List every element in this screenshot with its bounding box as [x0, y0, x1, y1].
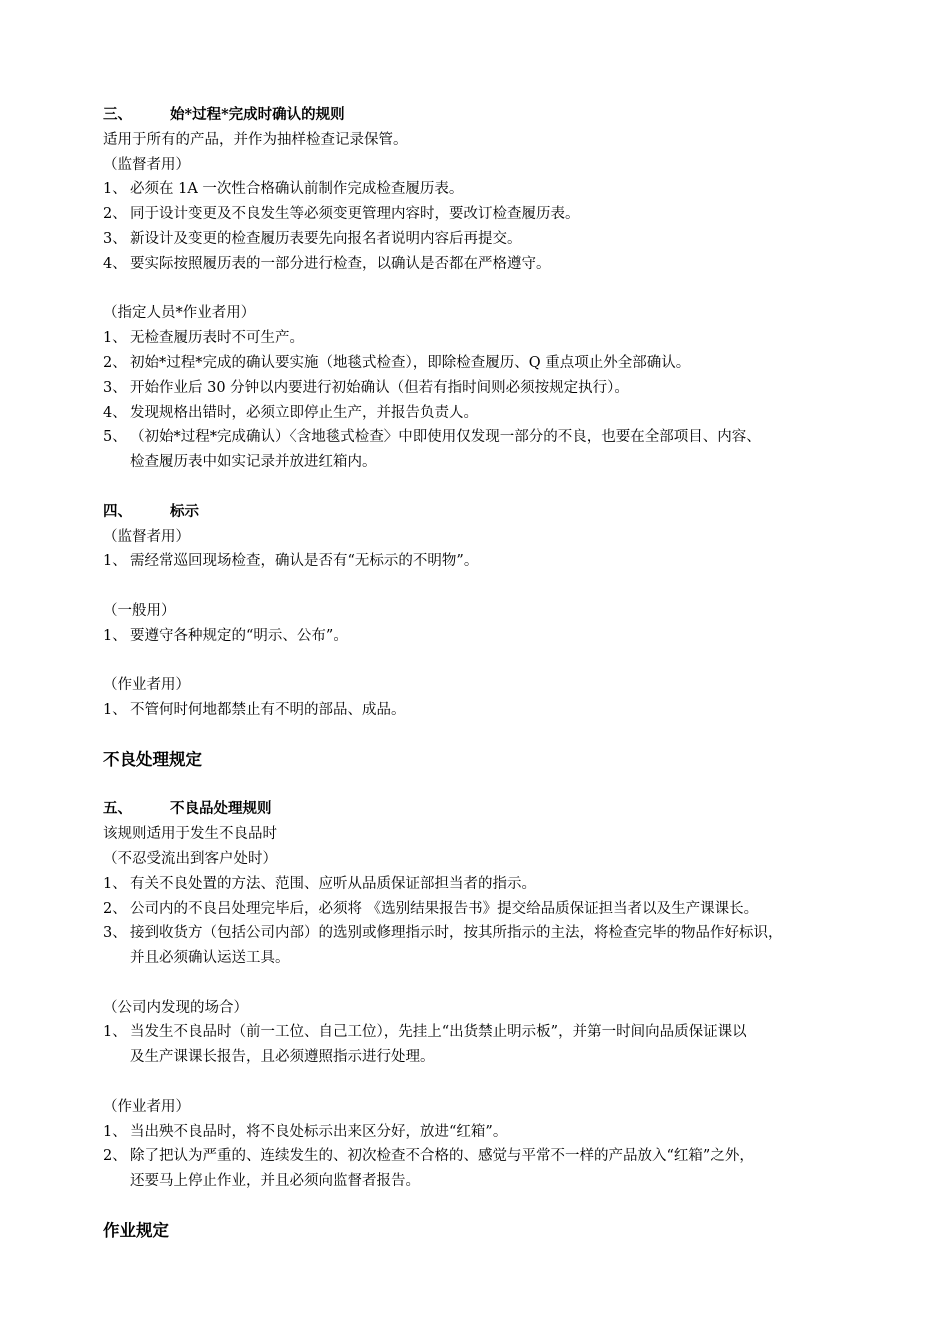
item-number: 3、 [103, 230, 127, 247]
list-item [103, 252, 903, 277]
item-text: 当出殃不良品时，将不良处标示出来区分好，放进“红箱”。 [130, 1123, 508, 1140]
section-intro: 适用于所有的产品，并作为抽样检查记录保管。 [103, 131, 408, 148]
group-label: （公司内发现的场合） [103, 999, 248, 1016]
item-text: 发现规格出错时，必须立即停止生产，并报告负责人。 [130, 404, 478, 421]
item-number: 1、 [103, 181, 127, 198]
item-text: 同于设计变更及不良发生等必须变更管理内容时，要改订检查履历表。 [130, 206, 580, 223]
list-item [103, 227, 903, 252]
item-text: 不管何时何地都禁止有不明的部品、成品。 [130, 702, 406, 719]
list-item [103, 1144, 903, 1169]
group-label: （作业者用） [103, 677, 190, 694]
item-text: 开始作业后 30 分钟以内要进行初始确认（但若有指时间则必须按规定执行）。 [130, 379, 629, 396]
item-text: 无检查履历表时不可生产。 [130, 330, 304, 347]
item-number: 1、 [103, 1123, 127, 1140]
item-number: 1、 [103, 627, 127, 644]
chapter-title-defect: 不良处理规定 [103, 749, 202, 769]
section-title: 标示 [170, 502, 199, 520]
item-number: 3、 [103, 379, 127, 396]
list-item [103, 624, 903, 649]
item-text-continued: 及生产课课长报告，且必须遵照指示进行处理。 [130, 1049, 435, 1066]
item-text: 要实际按照履历表的一部分进行检查，以确认是否都在严格遵守。 [130, 255, 551, 272]
list-item [103, 1020, 903, 1045]
item-text: 必须在 1A 一次性合格确认前制作完成检查履历表。 [130, 181, 464, 198]
list-item [103, 376, 903, 401]
list-item [103, 549, 903, 574]
item-number: 1、 [103, 875, 127, 892]
item-text: 接到收货方（包括公司内部）的选别或修理指示时，按其所指示的主法，将检查完毕的物品作好标识， [130, 925, 783, 942]
group-label: （作业者用） [103, 1098, 190, 1115]
list-item [103, 872, 903, 897]
item-text-continued: 并且必须确认运送工具。 [130, 950, 290, 967]
section-5-heading [103, 797, 903, 822]
document-page [103, 103, 903, 1244]
list-item [103, 326, 903, 351]
section-title: 不良品处理规则 [170, 800, 272, 818]
section-number: 五、 [103, 800, 132, 818]
item-number: 1、 [103, 1024, 127, 1041]
item-number: 1、 [103, 553, 127, 570]
item-number: 4、 [103, 255, 127, 272]
item-number: 3、 [103, 925, 127, 942]
item-number: 4、 [103, 404, 127, 421]
group-label: （指定人员*作业者用） [103, 305, 256, 322]
item-number: 1、 [103, 330, 127, 347]
group-label: （监督者用） [103, 528, 190, 545]
list-item [103, 921, 903, 946]
item-number: 2、 [103, 206, 127, 223]
group-label: （一般用） [103, 602, 176, 619]
list-item [103, 698, 903, 723]
item-text: 除了把认为严重的、连续发生的、初次检查不合格的、感觉与平常不一样的产品放入“红箱”之外， [130, 1148, 754, 1165]
item-text: 当发生不良品时（前一工位、自己工位），先挂上“出货禁止明示板”，并第一时间向品质保证课以 [130, 1024, 747, 1041]
chapter-title-work: 作业规定 [103, 1220, 169, 1240]
item-text: （初始*过程*完成确认）〈含地毯式检查〉中即使用仅发现一部分的不良，也要在全部项目、内容、 [130, 429, 761, 446]
section-number: 三、 [103, 106, 132, 123]
list-item [103, 1120, 903, 1145]
section-3-heading [103, 103, 903, 128]
item-text-continued: 检查履历表中如实记录并放进红箱内。 [130, 454, 377, 471]
group-label: （不忍受流出到客户处时） [103, 850, 277, 867]
list-item [103, 202, 903, 227]
item-text: 新设计及变更的检查履历表要先向报名者说明内容后再提交。 [130, 230, 522, 247]
section-intro: 该规则适用于发生不良品时 [103, 826, 277, 843]
item-text: 要遵守各种规定的“明示、公布”。 [130, 627, 348, 644]
item-number: 5、 [103, 429, 127, 446]
section-4-heading [103, 500, 903, 525]
item-text: 需经常巡回现场检查，确认是否有“无标示的不明物”。 [130, 553, 479, 570]
group-label: （监督者用） [103, 156, 190, 173]
section-title: 始*过程*完成时确认的规则 [170, 106, 345, 123]
list-item [103, 425, 903, 450]
item-text: 公司内的不良吕处理完毕后，必须将 《选别结果报告书》提交给品质保证担当者以及生产课课长。 [130, 900, 759, 917]
item-number: 2、 [103, 354, 127, 371]
list-item [103, 401, 903, 426]
list-item [103, 897, 903, 922]
section-number: 四、 [103, 502, 132, 520]
item-number: 2、 [103, 900, 127, 917]
list-item [103, 351, 903, 376]
item-number: 1、 [103, 702, 127, 719]
item-number: 2、 [103, 1148, 127, 1165]
item-text: 初始*过程*完成的确认要实施（地毯式检查），即除检查履历、Q 重点项止外全部确认。 [130, 354, 691, 371]
list-item [103, 177, 903, 202]
item-text: 有关不良处置的方法、范围、应听从品质保证部担当者的指示。 [130, 875, 536, 892]
item-text-continued: 还要马上停止作业，并且必须向监督者报告。 [130, 1173, 420, 1190]
